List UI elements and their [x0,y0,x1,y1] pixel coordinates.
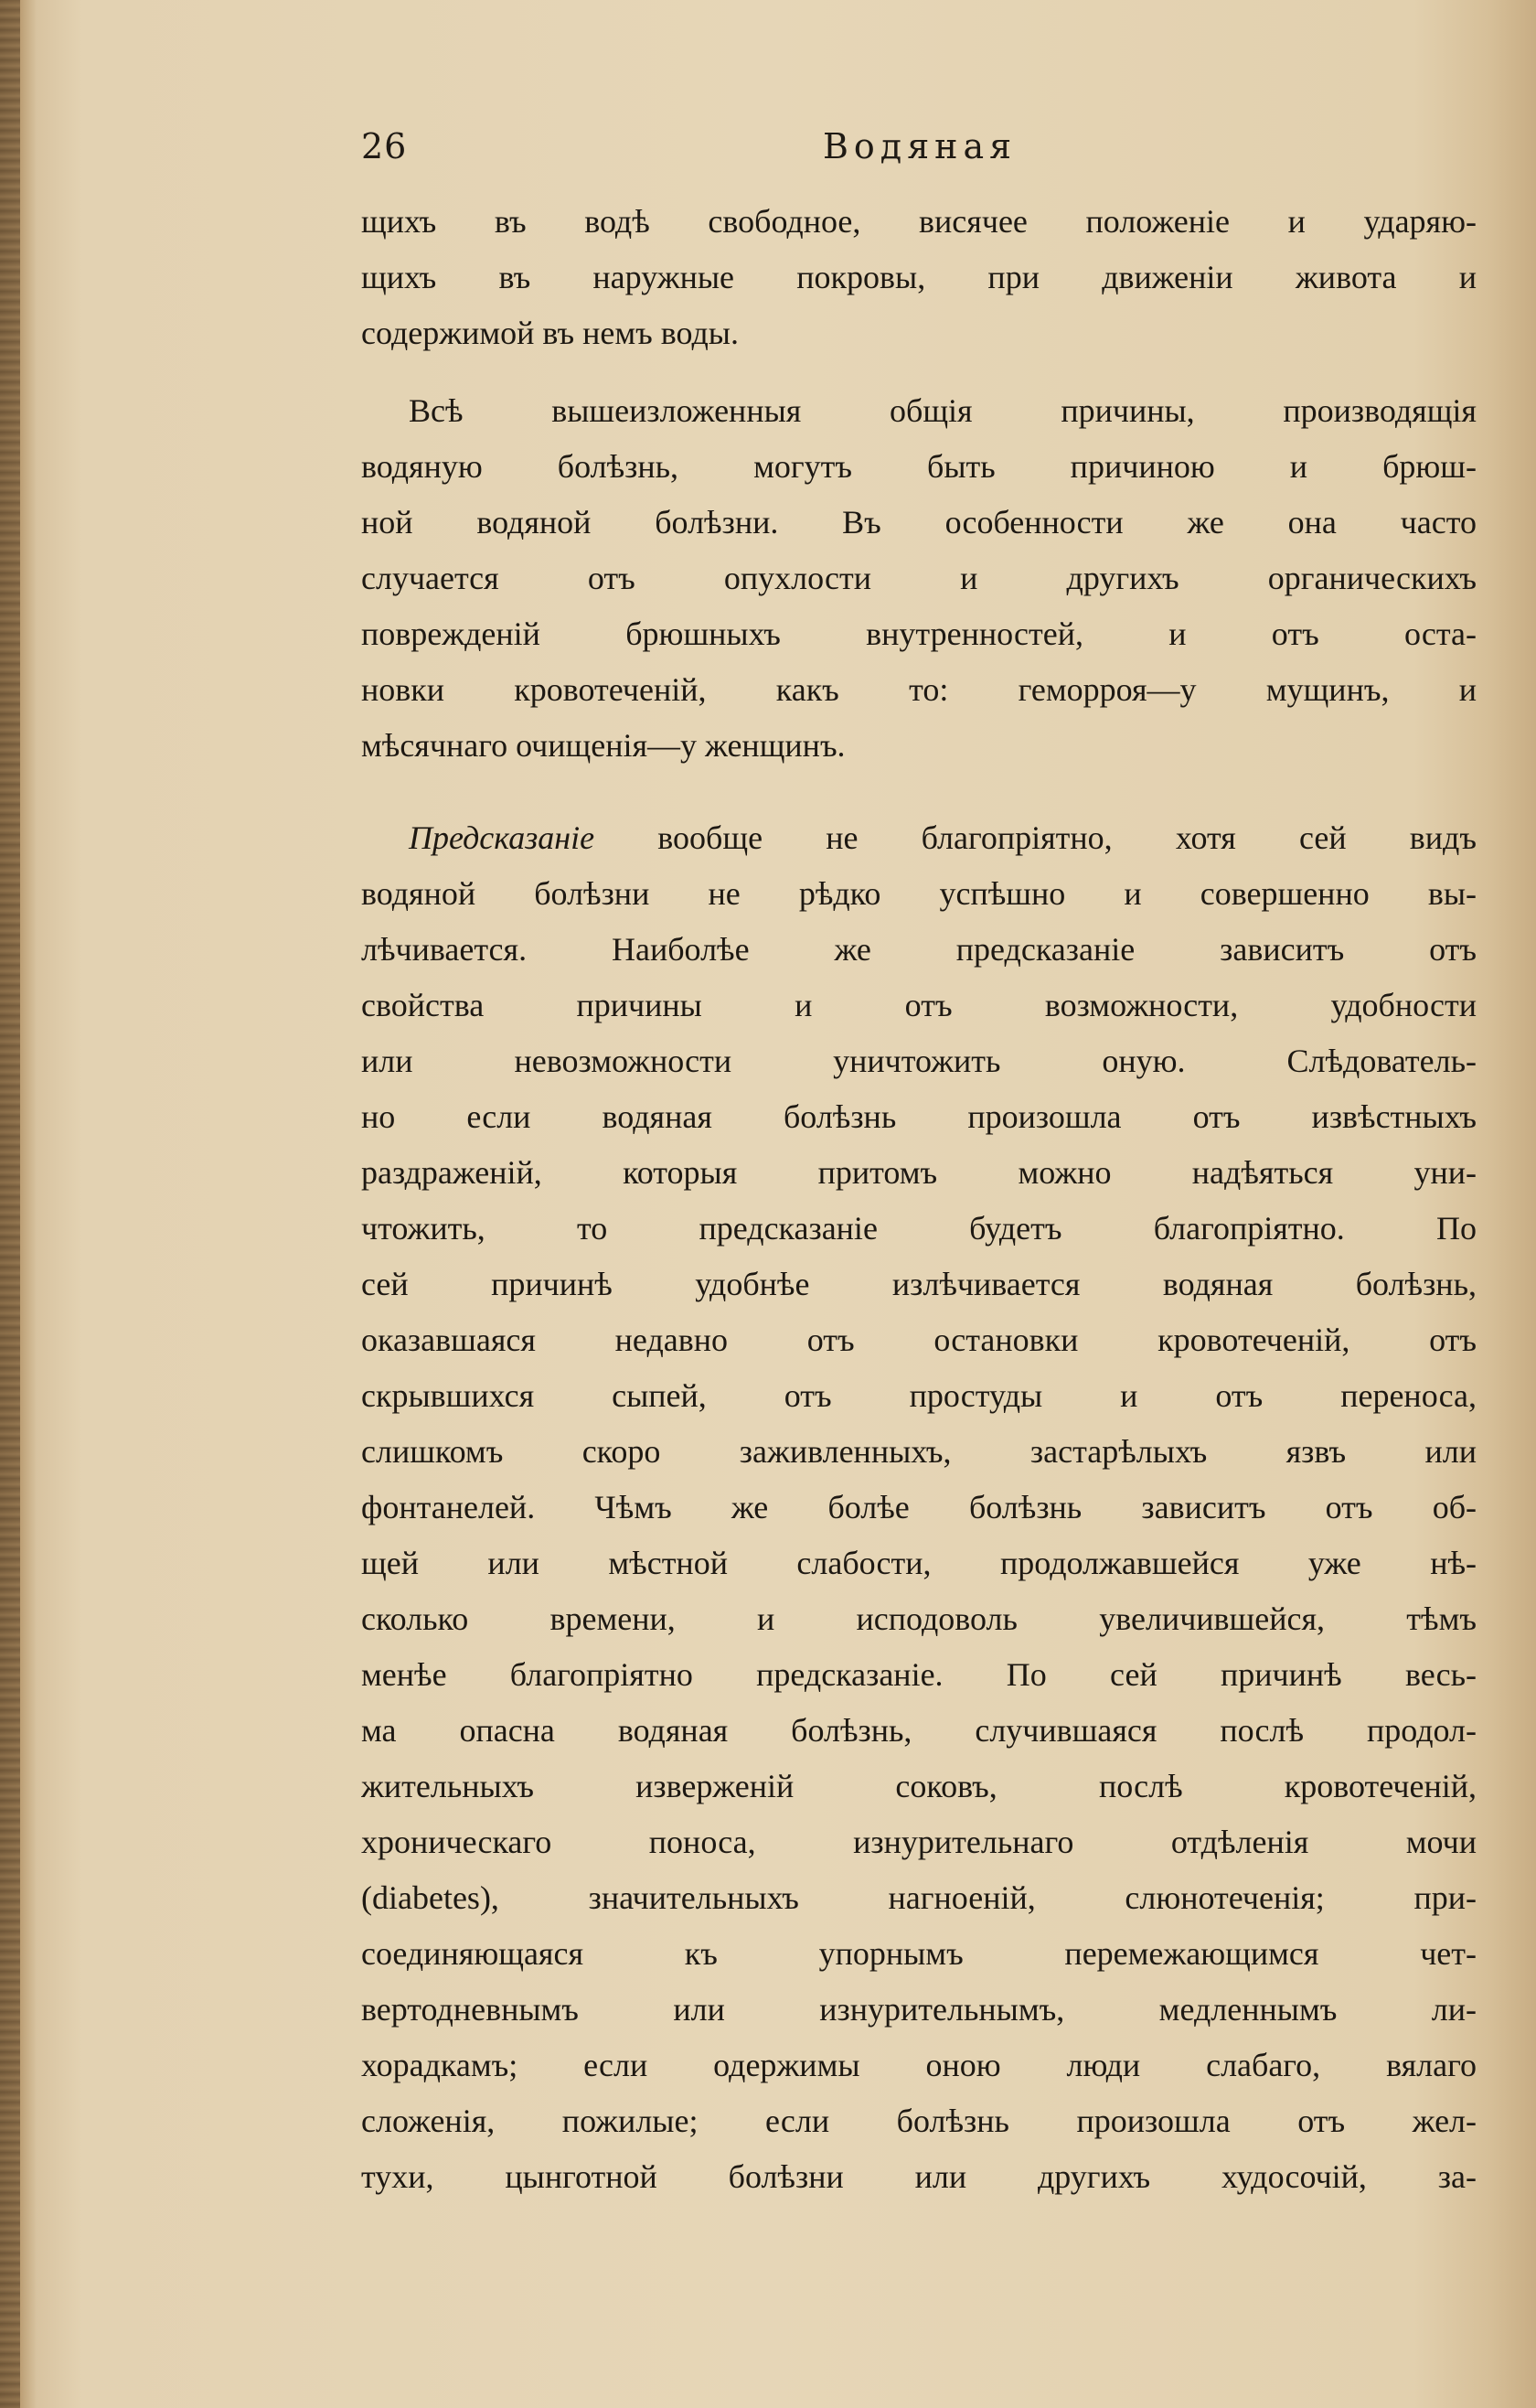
text-line: чтожить, то предсказаніе будетъ благопріятно. По [361,1210,1477,1247]
text-line: Всѣ вышеизложенныя общія причины, производящія [409,392,1477,429]
text-line: щихъ въ водѣ свободное, висячее положеніе и ударяю- [361,203,1477,240]
text-line: сколько времени, и исподоволь увеличившейся, тѣмъ [361,1600,1477,1637]
text-line: сей причинѣ удобнѣе излѣчивается водяная болѣзнь, [361,1266,1477,1302]
text-line: скрывшихся сыпей, отъ простуды и отъ переноса, [361,1377,1477,1414]
text-line: поврежденій брюшныхъ внутренностей, и отъ оста- [361,615,1477,652]
text-line: случается отъ опухлости и другихъ органическихъ [361,560,1477,596]
page-number: 26 [361,126,408,166]
body-text [361,194,1477,2205]
text-line: ма опасна водяная болѣзнь, случившаяся послѣ продол- [361,1712,1477,1749]
text-line: фонтанелей. Чѣмъ же болѣе болѣзнь зависитъ отъ об- [361,1489,1477,1525]
page-header [361,126,1477,190]
text-line: ной водяной болѣзни. Въ особенности же она часто [361,504,1477,540]
text-line: хроническаго поноса, изнурительнаго отдѣленія мочи [361,1824,1477,1860]
text-line: хорадкамъ; если одержимы оною люди слабаго, вялаго [361,2047,1477,2083]
text-line: тухи, цынготной болѣзни или другихъ худосочій, за- [361,2158,1477,2195]
running-head: Водяная [823,126,1018,166]
text-line: вертодневнымъ или изнурительнымъ, медленнымъ ли- [361,1991,1477,2028]
text-line: сложенія, пожилые; если болѣзнь произошла отъ жел- [361,2103,1477,2139]
text-line: водяной болѣзни не рѣдко успѣшно и совершенно вы- [361,875,1477,912]
text-line: лѣчивается. Наиболѣе же предсказаніе зависитъ отъ [361,931,1477,968]
text-line: содержимой въ немъ воды. [361,315,739,351]
text-line: раздраженій, которыя притомъ можно надѣяться уни- [361,1154,1477,1191]
text-line: соединяющаяся къ упорнымъ перемежающимся чет- [361,1935,1477,1972]
text-line-lead [361,810,1477,866]
italic-term: Предсказаніе [409,819,595,856]
text-line: оказавшаяся недавно отъ остановки кровотеченій, отъ [361,1322,1477,1358]
text-line: или невозможности уничтожить оную. Слѣдователь- [361,1043,1477,1079]
text-line: мѣсячнаго очищенія—у женщинъ. [361,727,846,764]
text-line: слишкомъ скоро заживленныхъ, застарѣлыхъ язвъ или [361,1433,1477,1470]
text-line: свойства причины и отъ возможности, удобности [361,987,1477,1023]
paragraph-gap [361,774,1477,810]
text-line: (diabetes), значительныхъ нагноеній, слюнотеченія; при- [361,1879,1477,1916]
text-line: новки кровотеченій, какъ то: геморроя—у мущинъ, и [361,671,1477,708]
text-line: щихъ въ наружные покровы, при движеніи живота и [361,259,1477,295]
paragraph-gap [361,361,1477,383]
text-line: менѣе благопріятно предсказаніе. По сей причинѣ весь- [361,1656,1477,1693]
text-line: водяную болѣзнь, могутъ быть причиною и брюш- [361,448,1477,485]
text-line: но если водяная болѣзнь произошла отъ извѣстныхъ [361,1098,1477,1135]
text-line: жительныхъ изверженій соковъ, послѣ кровотеченій, [361,1768,1477,1804]
text-line: щей или мѣстной слабости, продолжавшейся уже нѣ- [361,1545,1477,1581]
page-gutter-edge [0,0,20,2408]
lead-rest: вообще не благопріятно, хотя сей видъ [594,819,1477,856]
